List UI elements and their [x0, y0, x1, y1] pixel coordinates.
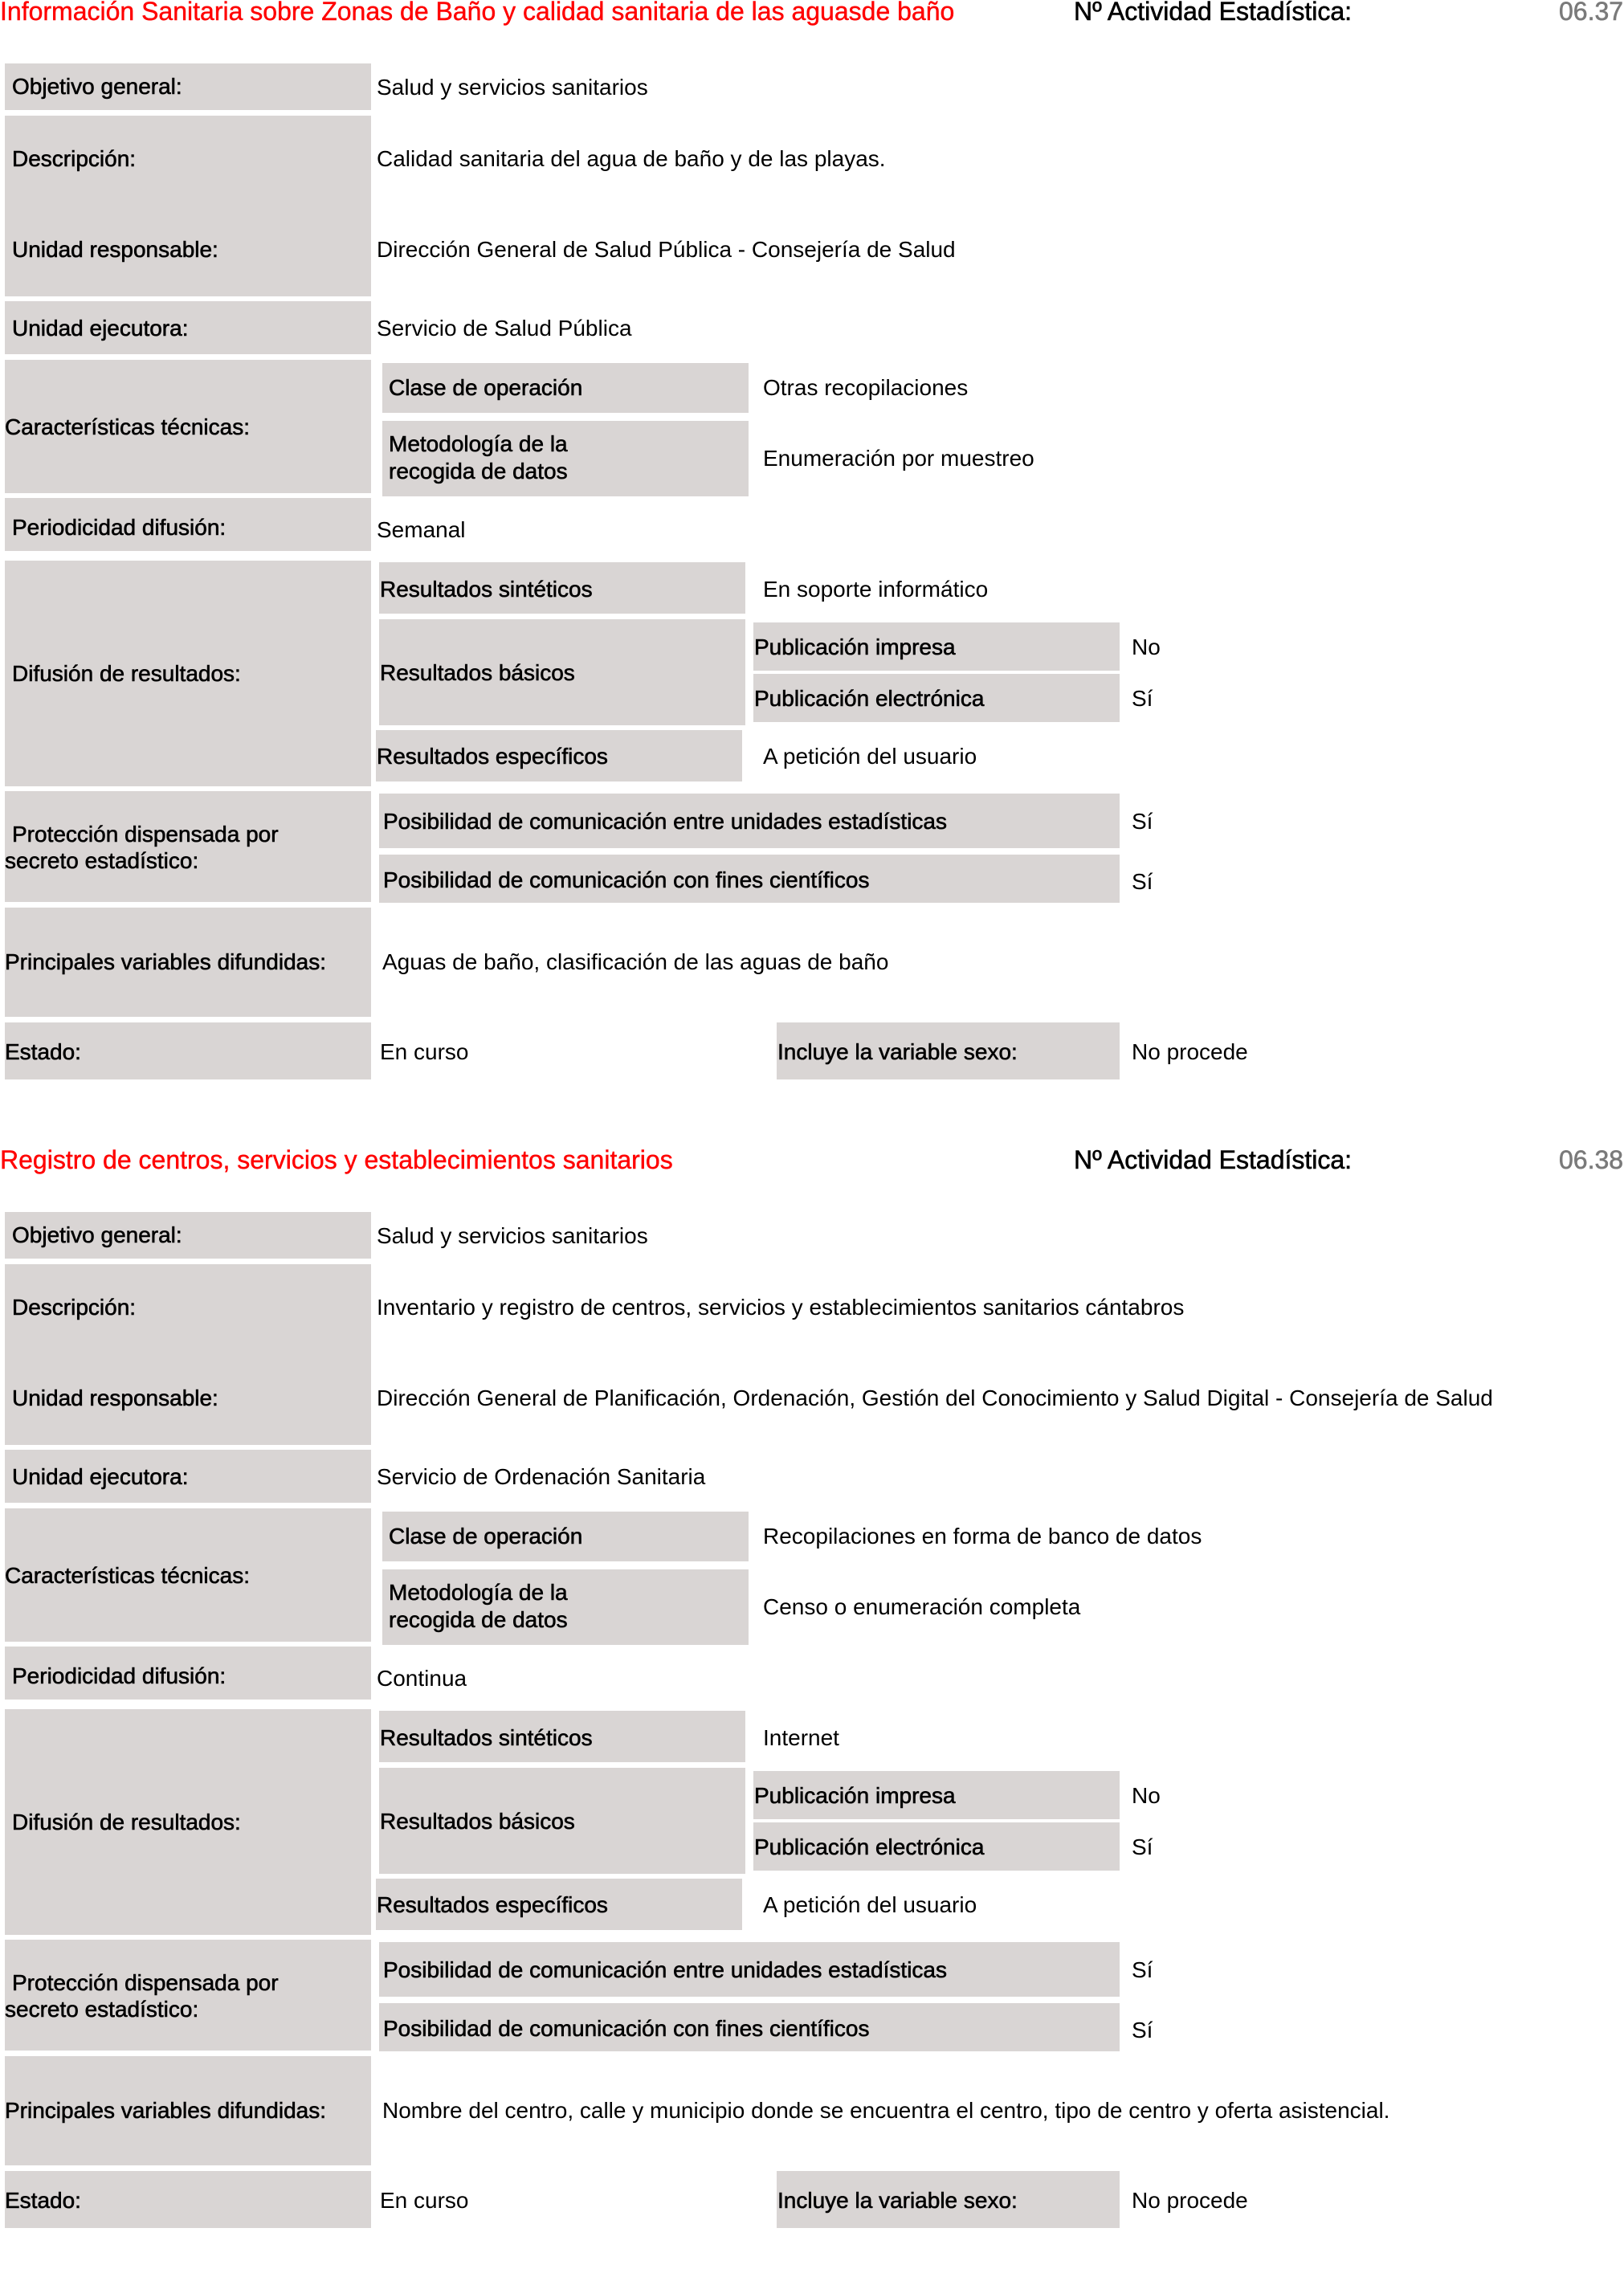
electronica-value: Sí — [1132, 1834, 1153, 1859]
caracteristicas-label: Características técnicas: — [5, 1563, 250, 1588]
com-cientificos-label: Posibilidad de comunicación con fines científicos — [383, 867, 870, 892]
especificos-label: Resultados específicos — [377, 744, 608, 769]
periodicidad-value: Semanal — [377, 517, 466, 542]
impresa-value: No — [1132, 1783, 1161, 1808]
periodicidad-label: Periodicidad difusión: — [12, 1663, 226, 1688]
com-cientificos-value: Sí — [1132, 2018, 1153, 2042]
metodologia-label-line1: Metodología de la — [389, 1580, 568, 1605]
proteccion-label-line1: Protección dispensada por — [12, 1970, 279, 1995]
variables-value: Aguas de baño, clasificación de las aguas de baño — [382, 949, 889, 974]
unidad-responsable-label: Unidad responsable: — [12, 1385, 218, 1410]
activity-title: Información Sanitaria sobre Zonas de Baño y calidad sanitaria de las aguasde baño — [0, 0, 955, 26]
com-unidades-value: Sí — [1132, 1957, 1153, 1982]
electronica-label: Publicación electrónica — [754, 686, 985, 711]
descripcion-label: Descripción: — [12, 146, 137, 171]
caracteristicas-label: Características técnicas: — [5, 414, 250, 439]
periodicidad-value: Continua — [377, 1666, 467, 1691]
sexo-label: Incluye la variable sexo: — [777, 1039, 1018, 1064]
activity-number-label: Nº Actividad Estadística: — [1074, 1145, 1353, 1174]
objetivo-label: Objetivo general: — [12, 74, 182, 99]
activity-code: 06.37 — [1559, 0, 1624, 26]
estado-value: En curso — [380, 2188, 469, 2213]
sexo-value: No procede — [1132, 1039, 1248, 1064]
descripcion-value: Inventario y registro de centros, servicios y establecimientos sanitarios cántabros — [377, 1295, 1185, 1320]
estado-value: En curso — [380, 1039, 469, 1064]
unidad-responsable-value: Dirección General de Planificación, Ordenación, Gestión del Conocimiento y Salud Digital - Consejería de Salud — [377, 1385, 1493, 1410]
sexo-value: No procede — [1132, 2188, 1248, 2213]
com-unidades-value: Sí — [1132, 809, 1153, 834]
clase-operacion-label: Clase de operación — [389, 375, 583, 400]
com-unidades-label: Posibilidad de comunicación entre unidades estadísticas — [383, 809, 947, 834]
basicos-label: Resultados básicos — [380, 1809, 575, 1834]
objetivo-value: Salud y servicios sanitarios — [377, 1223, 648, 1248]
unidad-ejecutora-value: Servicio de Salud Pública — [377, 316, 632, 341]
especificos-value: A petición del usuario — [763, 744, 977, 769]
impresa-value: No — [1132, 635, 1161, 659]
variables-label: Principales variables difundidas: — [5, 2098, 326, 2123]
clase-operacion-label: Clase de operación — [389, 1524, 583, 1549]
sinteticos-value: En soporte informático — [763, 577, 989, 602]
activity-section — [0, 0, 1624, 1124]
sinteticos-value: Internet — [763, 1725, 839, 1750]
variables-label: Principales variables difundidas: — [5, 949, 326, 974]
periodicidad-label: Periodicidad difusión: — [12, 515, 226, 540]
descripcion-label-cell — [5, 1264, 371, 1445]
unidad-responsable-value: Dirección General de Salud Pública - Consejería de Salud — [377, 237, 956, 262]
descripcion-value: Calidad sanitaria del agua de baño y de las playas. — [377, 146, 886, 171]
objetivo-label: Objetivo general: — [12, 1222, 182, 1247]
sinteticos-label: Resultados sintéticos — [380, 1725, 593, 1750]
impresa-label: Publicación impresa — [754, 1783, 956, 1808]
electronica-value: Sí — [1132, 686, 1153, 711]
descripcion-label-cell — [5, 116, 371, 296]
clase-operacion-value: Otras recopilaciones — [763, 375, 969, 400]
activity-code: 06.38 — [1559, 1145, 1624, 1174]
clase-operacion-value: Recopilaciones en forma de banco de datos — [763, 1524, 1202, 1549]
estado-label: Estado: — [5, 1039, 81, 1064]
especificos-value: A petición del usuario — [763, 1892, 977, 1917]
unidad-ejecutora-value: Servicio de Ordenación Sanitaria — [377, 1464, 706, 1489]
metodologia-label-line2: recogida de datos — [389, 459, 568, 484]
sexo-label: Incluye la variable sexo: — [777, 2188, 1018, 2213]
activity-number-label: Nº Actividad Estadística: — [1074, 0, 1353, 26]
variables-value: Nombre del centro, calle y municipio donde se encuentra el centro, tipo de centro y oferta asistencial. — [382, 2098, 1390, 2123]
metodologia-value: Enumeración por muestreo — [763, 446, 1034, 471]
unidad-ejecutora-label: Unidad ejecutora: — [12, 1464, 189, 1489]
especificos-label: Resultados específicos — [377, 1892, 608, 1917]
impresa-label: Publicación impresa — [754, 635, 956, 659]
metodologia-label-line2: recogida de datos — [389, 1607, 568, 1632]
objetivo-value: Salud y servicios sanitarios — [377, 75, 648, 100]
activity-title: Registro de centros, servicios y establecimientos sanitarios — [0, 1145, 673, 1174]
metodologia-value: Censo o enumeración completa — [763, 1594, 1081, 1619]
proteccion-label-line2: secreto estadístico: — [5, 1997, 199, 2022]
descripcion-label: Descripción: — [12, 1295, 137, 1320]
proteccion-label-line1: Protección dispensada por — [12, 822, 279, 847]
difusion-label: Difusión de resultados: — [12, 1810, 241, 1834]
electronica-label: Publicación electrónica — [754, 1834, 985, 1859]
unidad-responsable-label: Unidad responsable: — [12, 237, 218, 262]
com-cientificos-label: Posibilidad de comunicación con fines científicos — [383, 2016, 870, 2041]
basicos-label: Resultados básicos — [380, 660, 575, 685]
estado-label: Estado: — [5, 2188, 81, 2213]
unidad-ejecutora-label: Unidad ejecutora: — [12, 316, 189, 341]
com-unidades-label: Posibilidad de comunicación entre unidades estadísticas — [383, 1957, 947, 1982]
difusion-label: Difusión de resultados: — [12, 661, 241, 686]
sinteticos-label: Resultados sintéticos — [380, 577, 593, 602]
activity-section — [0, 1145, 1624, 2273]
metodologia-label-line1: Metodología de la — [389, 431, 568, 456]
com-cientificos-value: Sí — [1132, 869, 1153, 894]
proteccion-label-line2: secreto estadístico: — [5, 848, 199, 873]
